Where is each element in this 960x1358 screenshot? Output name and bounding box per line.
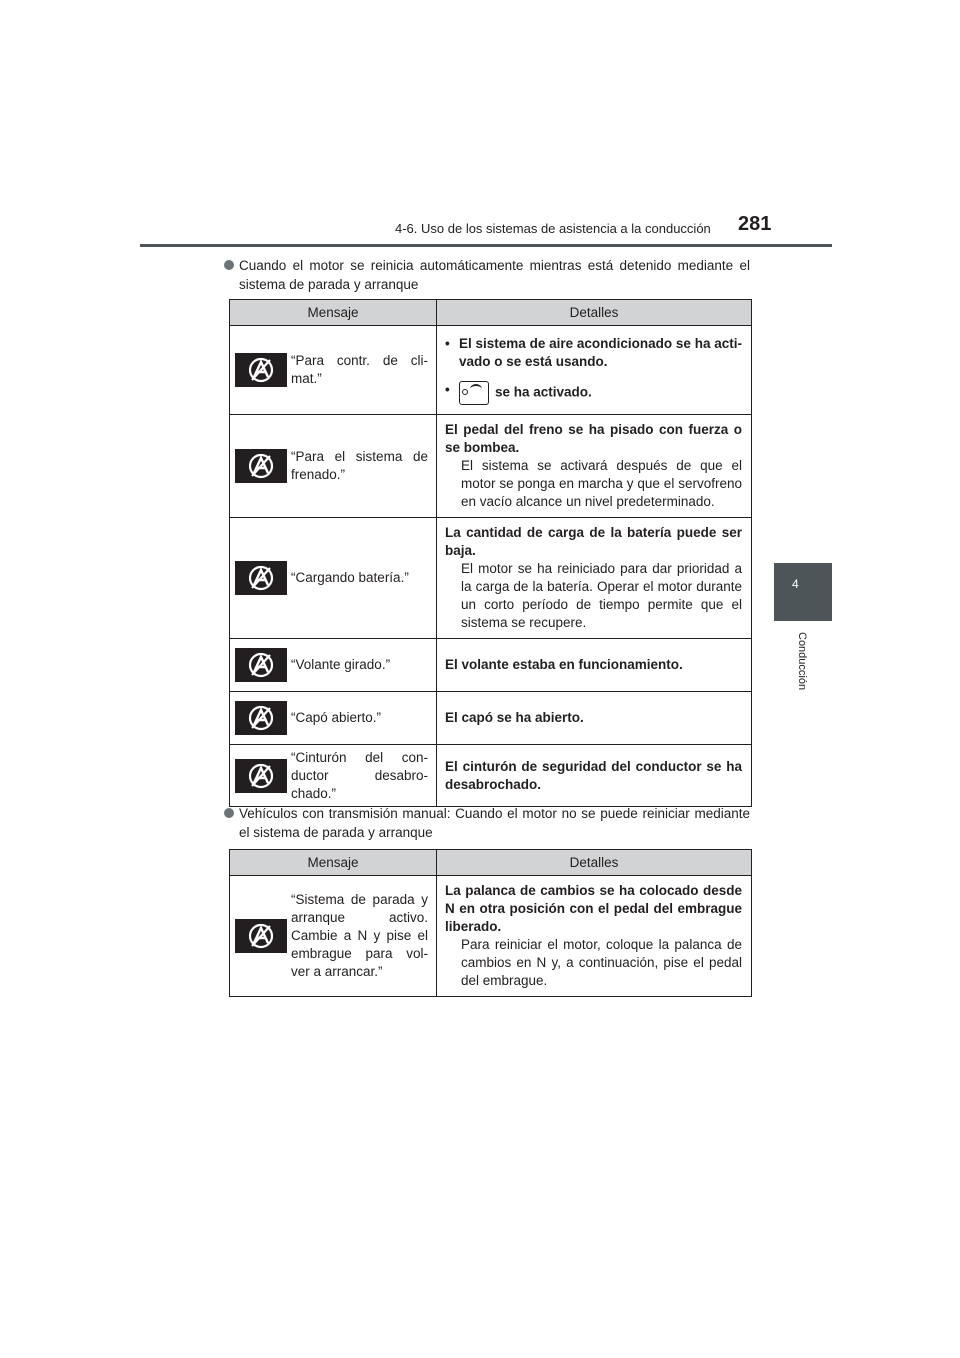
message-cell <box>230 745 437 807</box>
section2-intro-text: Vehículos con transmisión manual: Cuando el motor no se puede reiniciar mediante el sistema de parada y arranque <box>239 806 750 840</box>
stop-start-disabled-icon <box>235 561 287 595</box>
section-title: 4-6. Uso de los sistemas de asistencia a la conducción <box>395 221 711 236</box>
details-cell <box>437 745 752 807</box>
details-title: La palanca de cambios se ha colocado desde N en otra posición con el pedal del embrague liberado. <box>445 883 742 934</box>
stop-start-disabled-icon <box>235 353 287 387</box>
table-header-row <box>230 300 752 326</box>
message-cell <box>230 415 437 518</box>
section1-intro-text: Cuando el motor se reinicia automáticamente mientras está detenido mediante el sistema de parada y arranque <box>239 258 750 292</box>
details-title: El volante estaba en funcionamiento. <box>445 657 683 672</box>
message-text: “Para contr. de cli- mat.” <box>291 353 428 386</box>
message-text: “Sistema de parada y arranque activo. Cambie a N y pise el embrague para vol- ver a arrancar.” <box>291 892 428 979</box>
column-header-message: Mensaje <box>230 850 437 876</box>
stop-start-disabled-icon <box>235 919 287 953</box>
section1-intro <box>224 256 750 294</box>
message-cell <box>230 518 437 639</box>
message-text: “Cargando batería.” <box>291 570 409 585</box>
messages-table-manual <box>229 849 752 997</box>
table-header-row <box>230 850 752 876</box>
message-text: “Cinturón del con- ductor desabro- chado.” <box>291 749 428 801</box>
details-text: El sistema se activará después de que el motor se ponga en marcha y que el servofreno en vacío alcance un nivel predeterminado. <box>461 458 742 509</box>
details-text: El motor se ha reiniciado para dar prioridad a la carga de la batería. Operar el motor durante un corto período de tiempo permite que el sistema se recupere. <box>461 561 742 630</box>
page-number: 281 <box>738 213 772 235</box>
messages-table-restart <box>229 299 752 807</box>
details-title: El pedal del freno se ha pisado con fuerza o se bombea. <box>445 422 742 455</box>
stop-start-disabled-icon <box>235 648 287 682</box>
message-cell <box>230 692 437 745</box>
table-row <box>230 326 752 415</box>
message-text: “Capó abierto.” <box>291 710 382 725</box>
details-bullet <box>445 381 742 405</box>
stop-start-disabled-icon <box>235 759 287 793</box>
table-row <box>230 415 752 518</box>
table-row <box>230 876 752 997</box>
stop-start-disabled-icon <box>235 701 287 735</box>
details-cell <box>437 518 752 639</box>
section2-intro <box>224 804 750 842</box>
details-cell <box>437 326 752 415</box>
details-bullet-text: El sistema de aire acondicionado se ha acti- vado o se está usando. <box>459 336 742 369</box>
details-bullet-mark: • <box>445 336 450 351</box>
bullet-dot-icon <box>224 260 234 270</box>
details-text: Para reiniciar el motor, coloque la palanca de cambios en N y, a continuación, pise el pedal del embrague. <box>461 937 742 988</box>
table-row <box>230 745 752 807</box>
stop-start-disabled-icon <box>235 449 287 483</box>
column-header-details: Detalles <box>437 850 752 876</box>
table-row <box>230 639 752 692</box>
chapter-label: Conducción <box>796 632 808 691</box>
chapter-tab <box>774 563 832 621</box>
column-header-details: Detalles <box>437 300 752 326</box>
header-rule <box>140 244 832 247</box>
message-cell <box>230 639 437 692</box>
details-title: La cantidad de carga de la batería puede ser baja. <box>445 525 742 558</box>
front-defroster-switch-icon <box>459 381 489 405</box>
bullet-dot-icon <box>224 808 234 818</box>
details-title: El capó se ha abierto. <box>445 710 584 725</box>
table-row <box>230 518 752 639</box>
message-text: “Para el sistema de frenado.” <box>291 449 428 482</box>
details-bullet-mark: • <box>445 382 450 397</box>
details-title: El cinturón de seguridad del conductor se ha desabrochado. <box>445 758 742 792</box>
details-cell <box>437 876 752 997</box>
details-cell <box>437 692 752 745</box>
details-cell <box>437 639 752 692</box>
chapter-number: 4 <box>792 577 799 591</box>
column-header-message: Mensaje <box>230 300 437 326</box>
table-row <box>230 692 752 745</box>
message-cell <box>230 326 437 415</box>
message-text: “Volante girado.” <box>291 657 391 672</box>
details-cell <box>437 415 752 518</box>
message-cell <box>230 876 437 997</box>
details-bullet <box>445 335 742 371</box>
details-bullet-text: se ha activado. <box>495 384 592 400</box>
